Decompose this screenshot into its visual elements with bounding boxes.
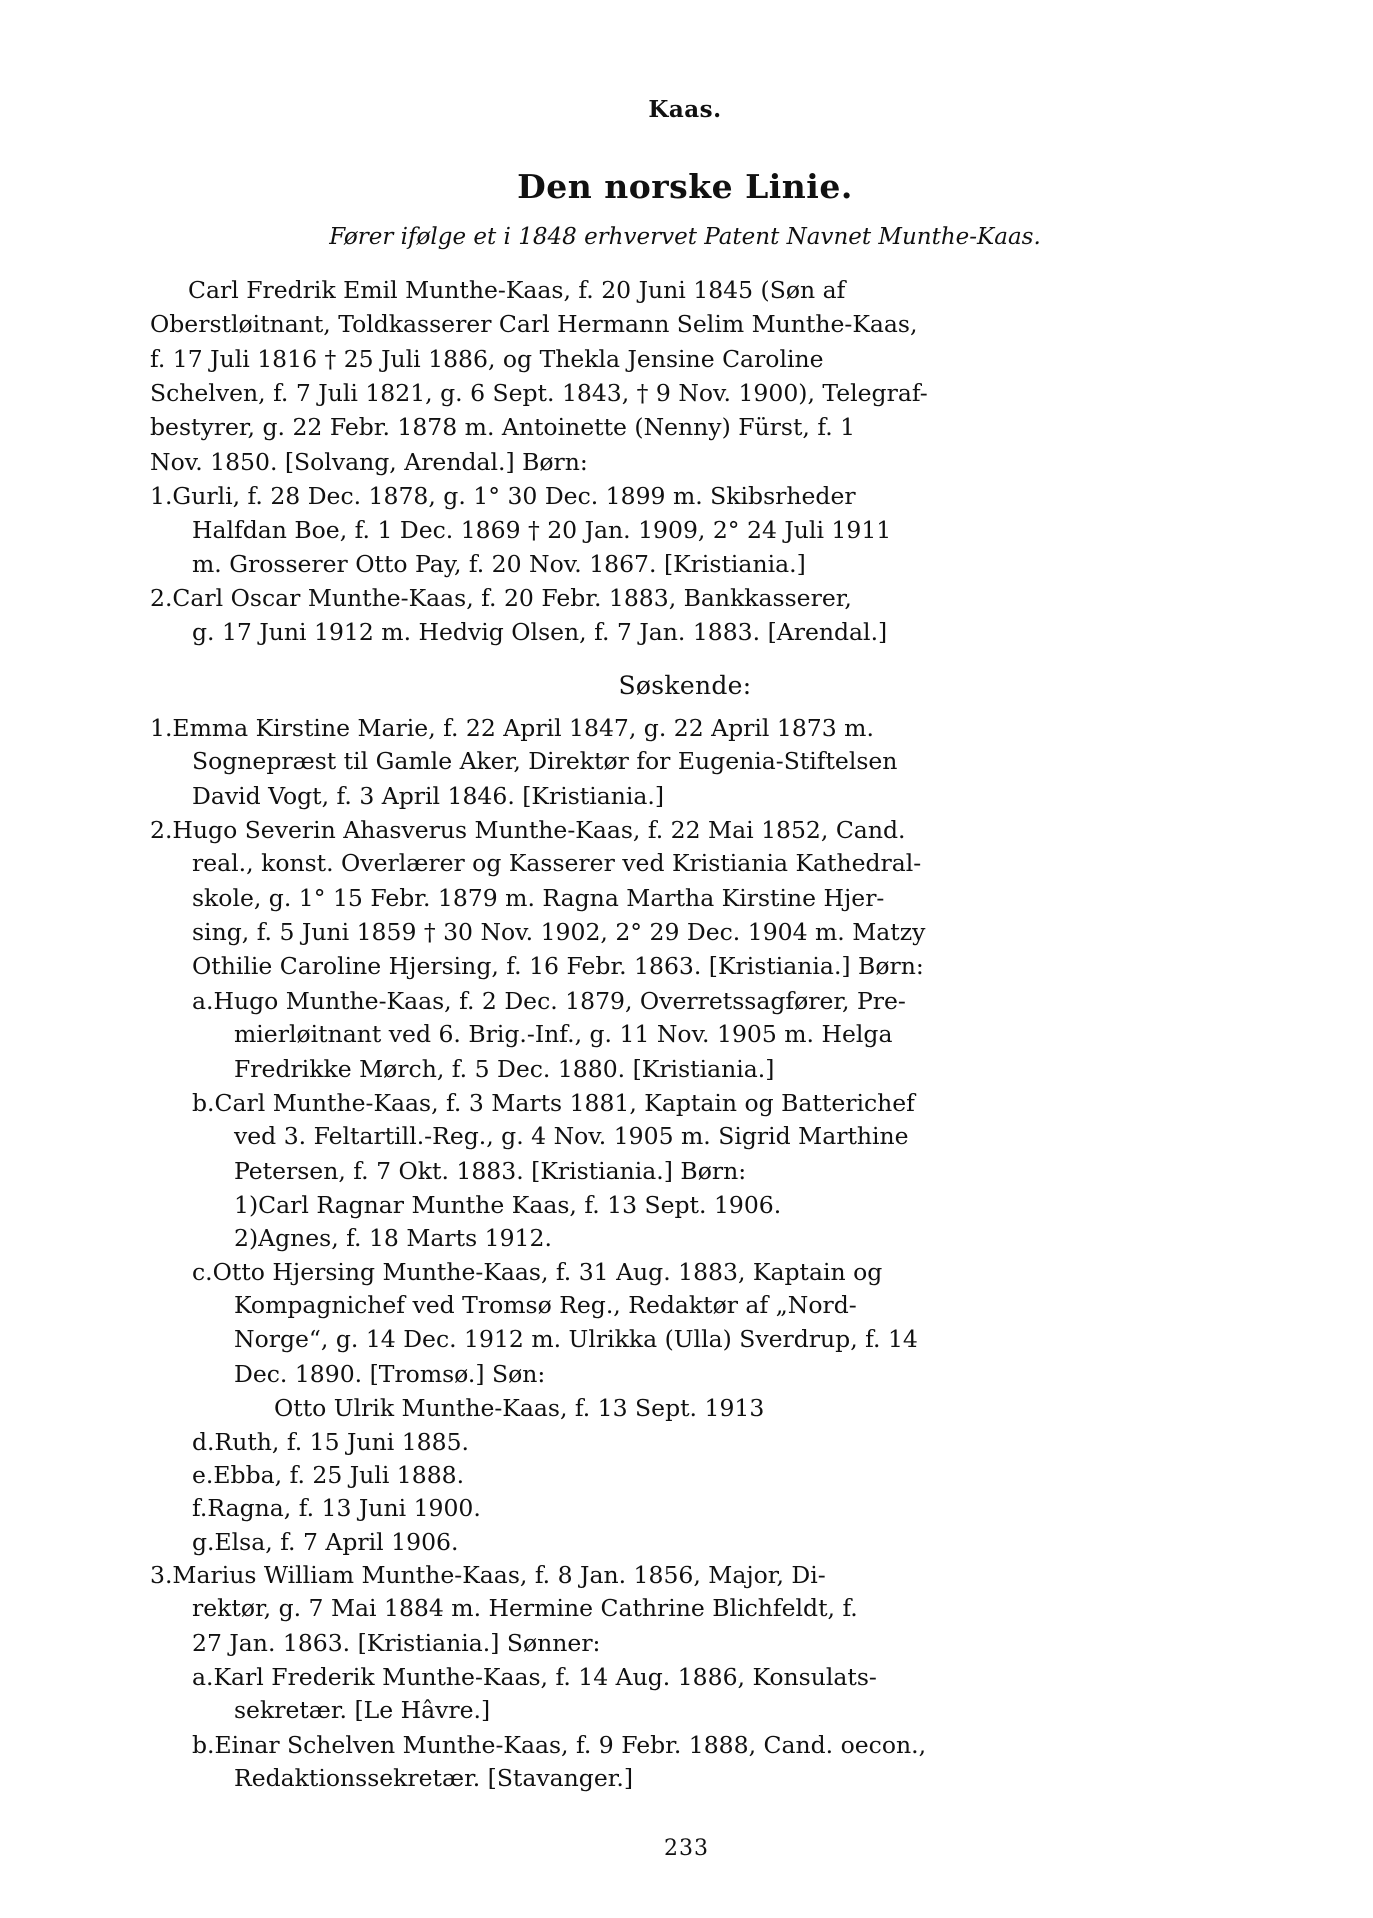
item-text: Ragna, f. 13 Juni 1900. [207, 1494, 481, 1523]
item-text: Agnes, f. 18 Marts 1912. [258, 1224, 552, 1253]
main-entry-line: f. 17 Juli 1816 † 25 Juli 1886, og Thekla Jensine Caroline [150, 344, 824, 373]
item-marker: 3. [150, 1560, 173, 1589]
item-marker: 2. [150, 816, 173, 845]
list-item [150, 1559, 1220, 1592]
list-item [234, 1189, 1220, 1222]
list-item-cont: sing, f. 5 Juni 1859 † 30 Nov. 1902, 2° 29 Dec. 1904 m. Matzy [192, 918, 926, 947]
siblings-heading: Søskende: [618, 670, 752, 700]
running-head: Kaas. [648, 96, 722, 123]
page-subtitle: Fører ifølge et i 1848 erhvervet Patent Navnet Munthe-Kaas. [329, 224, 1041, 250]
list-item [192, 1492, 1220, 1525]
item-text: Ruth, f. 15 Juni 1885. [214, 1427, 469, 1456]
main-entry-line: Schelven, f. 7 Juli 1821, g. 6 Sept. 1843, † 9 Nov. 1900), Telegraf- [150, 379, 928, 408]
list-item-cont: Petersen, f. 7 Okt. 1883. [Kristiania.] Børn: [234, 1156, 747, 1185]
item-text: Carl Ragnar Munthe Kaas, f. 13 Sept. 1906. [258, 1190, 782, 1219]
item-marker: d. [192, 1427, 215, 1456]
item-text: Hugo Severin Ahasverus Munthe-Kaas, f. 22 Mai 1852, Cand. [172, 816, 906, 845]
list-item-cont: m. Grosserer Otto Pay, f. 20 Nov. 1867. [Kristiania.] [192, 549, 806, 578]
list-item-cont: ved 3. Feltartill.-Reg., g. 4 Nov. 1905 m. Sigrid Marthine [234, 1122, 909, 1151]
list-item [192, 1729, 1220, 1762]
page-number: 233 [664, 1836, 709, 1861]
list-item [192, 1459, 1220, 1492]
list-item [150, 814, 1220, 847]
item-marker: 1. [150, 713, 173, 742]
list-item-cont: Fredrikke Mørch, f. 5 Dec. 1880. [Kristiania.] [234, 1054, 775, 1083]
item-text: Hugo Munthe-Kaas, f. 2 Dec. 1879, Overretssagfører, Pre- [213, 986, 906, 1015]
item-marker: c. [192, 1257, 213, 1286]
item-text: Carl Munthe-Kaas, f. 3 Marts 1881, Kaptain og Batterichef [214, 1088, 915, 1117]
item-text: Karl Frederik Munthe-Kaas, f. 14 Aug. 1886, Konsulats- [213, 1663, 877, 1692]
item-marker: 2. [150, 584, 173, 613]
item-marker: g. [192, 1527, 215, 1556]
item-text: Otto Hjersing Munthe-Kaas, f. 31 Aug. 1883, Kaptain og [212, 1257, 883, 1286]
main-entry-line: Nov. 1850. [Solvang, Arendal.] Børn: [150, 447, 588, 476]
list-item [192, 1526, 1220, 1559]
list-item-cont: Sognepræst til Gamle Aker, Direktør for Eugenia-Stiftelsen [192, 747, 898, 776]
list-item-cont: sekretær. [Le Hâvre.] [234, 1696, 491, 1725]
item-text: Marius William Munthe-Kaas, f. 8 Jan. 1856, Major, Di- [172, 1560, 826, 1589]
list-item-cont: mierløitnant ved 6. Brig.-Inf., g. 11 Nov. 1905 m. Helga [234, 1020, 893, 1049]
list-item-cont: rektør, g. 7 Mai 1884 m. Hermine Cathrine Blichfeldt, f. [192, 1594, 858, 1623]
list-item-cont: Redaktionssekretær. [Stavanger.] [234, 1764, 634, 1793]
list-item: Otto Ulrik Munthe-Kaas, f. 13 Sept. 1913 [274, 1394, 765, 1423]
main-entry-paragraph [150, 274, 1220, 479]
item-marker: b. [192, 1730, 215, 1759]
list-item-cont: David Vogt, f. 3 April 1846. [Kristiania.] [192, 781, 665, 810]
list-item-cont: real., konst. Overlærer og Kasserer ved Kristiania Kathedral- [192, 849, 922, 878]
item-marker: f. [192, 1494, 208, 1523]
list-item-cont: Othilie Caroline Hjersing, f. 16 Febr. 1863. [Kristiania.] Børn: [192, 952, 924, 981]
list-item-cont: Halfdan Boe, f. 1 Dec. 1869 † 20 Jan. 1909, 2° 24 Juli 1911 [192, 515, 892, 544]
item-marker: 1) [234, 1190, 259, 1219]
page-content [150, 96, 1220, 1796]
main-entry-line: bestyrer, g. 22 Febr. 1878 m. Antoinette (Nenny) Fürst, f. 1 [150, 413, 856, 442]
list-item [192, 1087, 1220, 1120]
item-text: Gurli, f. 28 Dec. 1878, g. 1° 30 Dec. 1899 m. Skibsrheder [172, 482, 856, 511]
list-item-cont: Kompagnichef ved Tromsø Reg., Redaktør af „Nord- [234, 1291, 857, 1320]
list-item-cont: skole, g. 1° 15 Febr. 1879 m. Ragna Martha Kirstine Hjer- [192, 883, 885, 912]
list-item [150, 712, 1220, 745]
item-text: Einar Schelven Munthe-Kaas, f. 9 Febr. 1888, Cand. oecon., [214, 1730, 927, 1759]
siblings-list [150, 712, 1220, 1796]
list-item [192, 1426, 1220, 1459]
item-text: Emma Kirstine Marie, f. 22 April 1847, g. 22 April 1873 m. [172, 713, 874, 742]
item-marker: b. [192, 1088, 215, 1117]
item-marker: 1. [150, 482, 173, 511]
item-marker: a. [192, 986, 214, 1015]
list-item [150, 480, 1220, 513]
list-item-cont: 27 Jan. 1863. [Kristiania.] Sønner: [192, 1628, 601, 1657]
list-item [192, 1661, 1220, 1694]
item-marker: e. [192, 1460, 214, 1489]
list-item [192, 1256, 1220, 1289]
list-item [234, 1222, 1220, 1255]
list-item-cont: Norge“, g. 14 Dec. 1912 m. Ulrikka (Ulla) Sverdrup, f. 14 [234, 1325, 918, 1354]
list-item [150, 582, 1220, 615]
main-entry-line: Carl Fredrik Emil Munthe-Kaas, f. 20 Juni 1845 (Søn af [188, 276, 846, 304]
item-text: Carl Oscar Munthe-Kaas, f. 20 Febr. 1883, Bankkasserer, [172, 584, 852, 613]
list-item-cont: g. 17 Juni 1912 m. Hedvig Olsen, f. 7 Jan. 1883. [Arendal.] [192, 617, 888, 646]
item-text: Elsa, f. 7 April 1906. [214, 1527, 459, 1556]
page-title: Den norske Linie. [517, 167, 853, 206]
item-marker: a. [192, 1663, 214, 1692]
list-item [192, 985, 1220, 1018]
item-text: Ebba, f. 25 Juli 1888. [213, 1460, 465, 1489]
children-list [150, 480, 1220, 649]
list-item-cont: Dec. 1890. [Tromsø.] Søn: [234, 1359, 546, 1388]
main-entry-line: Oberstløitnant, Toldkasserer Carl Hermann Selim Munthe-Kaas, [150, 310, 918, 339]
item-marker: 2) [234, 1224, 259, 1253]
